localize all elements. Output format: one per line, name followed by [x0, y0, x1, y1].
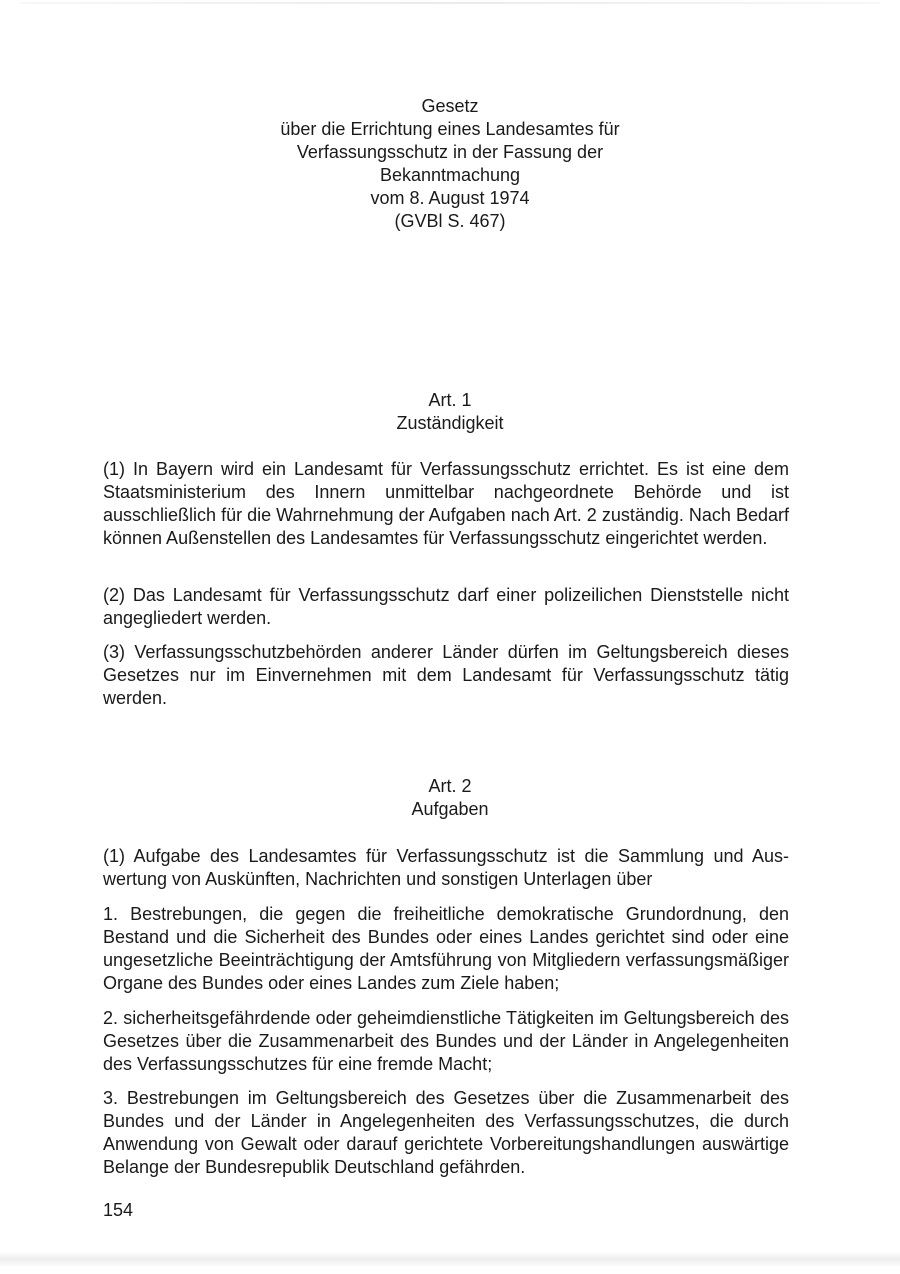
scan-edge-bottom [0, 1252, 900, 1266]
article-2-paragraph-1: (1) Aufgabe des Landesamtes für Verfassungsschutz ist die Sammlung und Auswertung von Auskünften, Nachrichten und sonstigen Unterlagen über [103, 846, 789, 889]
article-1-paragraph-2: (2) Das Landesamt für Verfassungsschutz darf einer polizeilichen Dienststelle nicht angegliedert werden. [103, 585, 789, 628]
page-number: 154 [103, 1200, 134, 1220]
article-2-item-2: 2. sicherheitsgefährdende oder geheimdienstliche Tätigkeiten im Geltungsbereich des Gesetzes über die Zusammenarbeit des Bundes und der Länder in Angelegenheiten des Verfassungsschutzes für eine fremde Macht; [103, 1008, 789, 1074]
scan-edge-top [20, 2, 880, 4]
law-title-line: Bekanntmachung [379, 165, 521, 185]
law-title-line: vom 8. August 1974 [370, 188, 530, 208]
article-heading: Zuständigkeit [396, 413, 504, 433]
article-heading: Aufgaben [411, 799, 489, 819]
article-2-header [0, 775, 900, 821]
article-number: Art. 2 [428, 776, 472, 796]
article-number: Art. 1 [428, 390, 472, 410]
law-title-line: (GVBl S. 467) [394, 211, 506, 231]
article-1-paragraph-1: (1) In Bayern wird ein Landesamt für Verfassungsschutz errichtet. Es ist eine dem Staatsministerium des Innern unmittelbar nachgeordnete Behörde und ist ausschließlich für die Wahrnehmung der Aufgaben nach Art. 2 zuständig. Nach Bedarf können Außenstellen des Landesamtes für Verfassungsschutz eingerichtet werden. [103, 459, 789, 548]
law-title-block [0, 95, 900, 233]
law-title-line: über die Errichtung eines Landesamtes für [280, 119, 620, 139]
law-title-line: Verfassungsschutz in der Fassung der [296, 142, 604, 162]
article-2-item-1: 1. Bestrebungen, die gegen die freiheitliche demokratische Grundordnung, den Bestand und die Sicherheit des Bundes oder eines Landes gerichtet sind oder eine ungesetzliche Beeinträchtigung der Amtsführung von Mitgliedern verfassungsmäßiger Organe des Bundes oder eines Landes zum Ziele haben; [103, 904, 789, 993]
article-2-item-3: 3. Bestrebungen im Geltungsbereich des Gesetzes über die Zusammenarbeit des Bundes und der Länder in Angelegenheiten des Verfassungsschutzes, die durch Anwendung von Gewalt oder darauf gerichtete Vorbereitungshandlungen auswärtige Belange der Bundesrepublik Deutschland gefährden. [103, 1088, 789, 1177]
law-title-line: Gesetz [421, 96, 479, 116]
article-1-header [0, 389, 900, 435]
article-1-paragraph-3: (3) Verfassungsschutzbehörden anderer Länder dürfen im Geltungsbereich dieses Gesetzes nur im Einvernehmen mit dem Landesamt für Verfassungsschutz tätig werden. [103, 642, 789, 708]
